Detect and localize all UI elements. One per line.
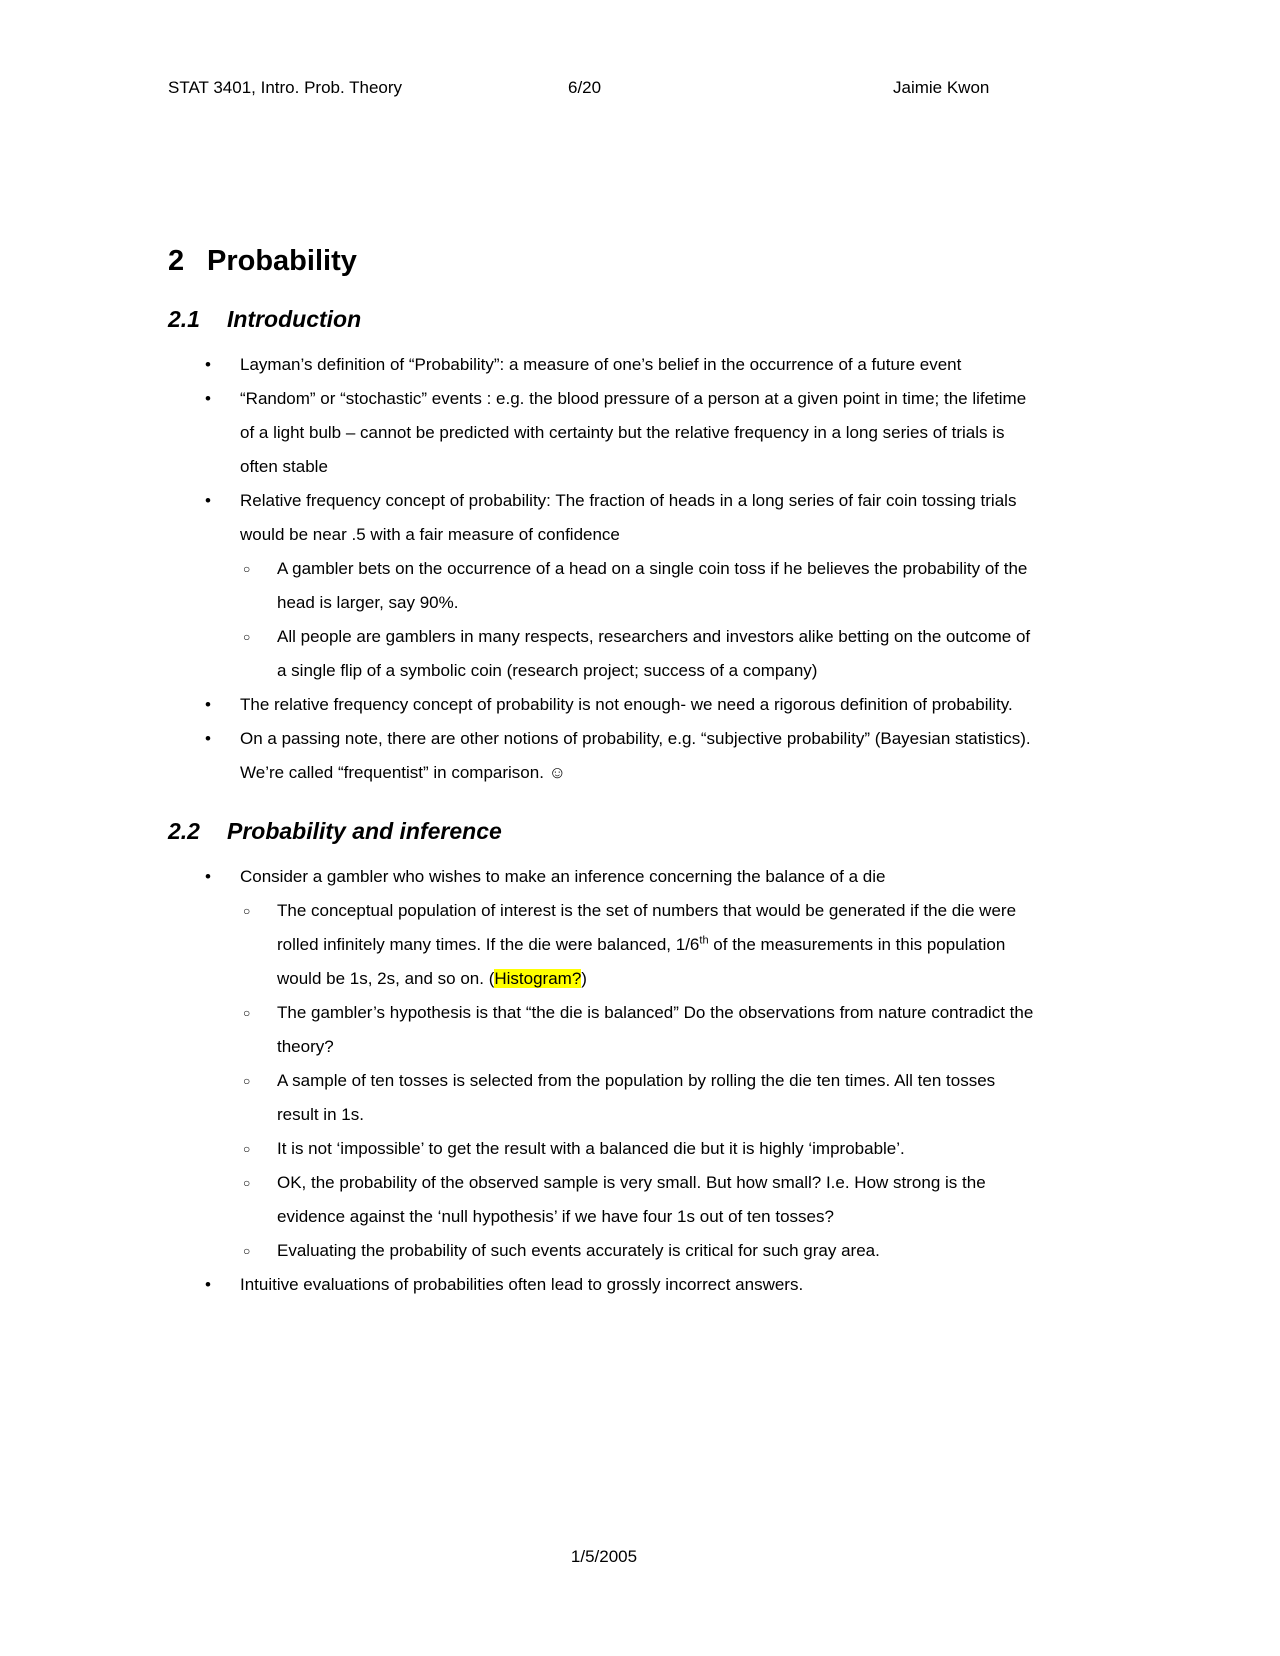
list-item-text xyxy=(240,860,1040,894)
bullet-icon: • xyxy=(205,355,211,374)
text-run: of the measurements in this population would be 1s, 2s, and so on. ( xyxy=(277,935,1006,988)
list-item-text xyxy=(240,484,1040,552)
list-item-text xyxy=(240,1268,1040,1302)
list-item xyxy=(168,722,1040,790)
list-item xyxy=(168,1268,1040,1302)
circle-bullet-icon: ○ xyxy=(243,630,251,644)
page-footer xyxy=(168,1547,1040,1567)
list-item-text xyxy=(240,722,1040,790)
bullet-icon: • xyxy=(205,695,211,714)
bullet-icon: • xyxy=(205,1275,211,1294)
list-item xyxy=(168,1166,1040,1234)
circle-bullet-icon: ○ xyxy=(243,1176,251,1190)
section-number: 2.1 xyxy=(168,306,200,332)
text-run: The relative frequency concept of probability is not enough- we need a rigorous definition of probability. xyxy=(240,695,1013,714)
list-item-text xyxy=(277,1166,1040,1234)
text-run: On a passing note, there are other notions of probability, e.g. “subjective probability” (Bayesian statistics). We’re called “frequentist” in comparison. ☺ xyxy=(240,729,1031,782)
list-item xyxy=(168,552,1040,620)
text-run: “Random” or “stochastic” events : e.g. the blood pressure of a person at a given point in time; the lifetime of a light bulb – cannot be predicted with certainty but the relative frequency in a long series of trials is often stable xyxy=(240,389,1027,476)
bullet-list xyxy=(168,348,1040,790)
list-item xyxy=(168,1234,1040,1268)
list-item xyxy=(168,996,1040,1064)
bullet-icon: • xyxy=(205,389,211,408)
list-item-text xyxy=(277,996,1040,1064)
circle-bullet-icon: ○ xyxy=(243,1074,251,1088)
list-item-text xyxy=(277,894,1040,996)
text-run: ) xyxy=(581,969,587,988)
section-title-text: Introduction xyxy=(227,306,362,332)
header-course-title: STAT 3401, Intro. Prob. Theory xyxy=(168,78,403,97)
section-title-text: Probability and inference xyxy=(227,818,502,844)
list-item xyxy=(168,484,1040,552)
text-run: Intuitive evaluations of probabilities often lead to grossly incorrect answers. xyxy=(240,1275,804,1294)
chapter-title xyxy=(168,244,1040,278)
list-item-text xyxy=(240,688,1040,722)
list-item-text xyxy=(240,348,1040,382)
header-page-number: 6/20 xyxy=(568,78,602,97)
bullet-list xyxy=(168,860,1040,1302)
circle-bullet-icon: ○ xyxy=(243,1142,251,1156)
text-run: Consider a gambler who wishes to make an inference concerning the balance of a die xyxy=(240,867,886,886)
list-item-text xyxy=(277,1132,1040,1166)
text-run: Layman’s definition of “Probability”: a measure of one’s belief in the occurrence of a future event xyxy=(240,355,962,374)
header-author: Jaimie Kwon xyxy=(893,78,990,97)
circle-bullet-icon: ○ xyxy=(243,904,251,918)
section-number: 2.2 xyxy=(168,818,200,844)
circle-bullet-icon: ○ xyxy=(243,562,251,576)
list-item-text xyxy=(277,620,1040,688)
sections xyxy=(168,304,1040,1302)
document-content xyxy=(168,0,1040,1302)
bullet-icon: • xyxy=(205,491,211,510)
list-item xyxy=(168,860,1040,894)
section-heading xyxy=(168,816,1040,846)
circle-bullet-icon: ○ xyxy=(243,1006,251,1020)
text-run: Evaluating the probability of such events accurately is critical for such gray area. xyxy=(277,1241,880,1260)
list-item xyxy=(168,894,1040,996)
section-heading xyxy=(168,304,1040,334)
list-item xyxy=(168,382,1040,484)
text-run: All people are gamblers in many respects, researchers and investors alike betting on the outcome of a single flip of a symbolic coin (research project; success of a company) xyxy=(277,627,1031,680)
list-item-text xyxy=(277,1064,1040,1132)
text-run: A gambler bets on the occurrence of a head on a single coin toss if he believes the probability of the head is larger, say 90%. xyxy=(277,559,1028,612)
bullet-icon: • xyxy=(205,867,211,886)
footer-date: 1/5/2005 xyxy=(570,1547,638,1566)
circle-bullet-icon: ○ xyxy=(243,1244,251,1258)
highlighted-text: Histogram? xyxy=(494,969,582,988)
list-item xyxy=(168,688,1040,722)
list-item xyxy=(168,1132,1040,1166)
text-run: Relative frequency concept of probability: The fraction of heads in a long series of fair coin tossing trials would be near .5 with a fair measure of confidence xyxy=(240,491,1017,544)
list-item-text xyxy=(240,382,1040,484)
text-run: A sample of ten tosses is selected from the population by rolling the die ten times. All ten tosses result in 1s. xyxy=(277,1071,996,1124)
superscript-text: th xyxy=(699,934,709,947)
list-item xyxy=(168,620,1040,688)
list-item xyxy=(168,348,1040,382)
text-run: The conceptual population of interest is the set of numbers that would be generated if the die were rolled infinitely many times. If the die were balanced, 1/6 xyxy=(277,901,1017,954)
text-run: The gambler’s hypothesis is that “the die is balanced” Do the observations from nature contradict the theory? xyxy=(277,1003,1034,1056)
chapter-title-text: Probability xyxy=(207,245,357,277)
text-run: OK, the probability of the observed sample is very small. But how small? I.e. How strong is the evidence against the ‘null hypothesis’ if we have four 1s out of ten tosses? xyxy=(277,1173,986,1226)
chapter-number: 2 xyxy=(168,245,185,277)
list-item-text xyxy=(277,552,1040,620)
list-item xyxy=(168,1064,1040,1132)
bullet-icon: • xyxy=(205,729,211,748)
text-run: It is not ‘impossible’ to get the result with a balanced die but it is highly ‘improbable’. xyxy=(277,1139,905,1158)
list-item-text xyxy=(277,1234,1040,1268)
